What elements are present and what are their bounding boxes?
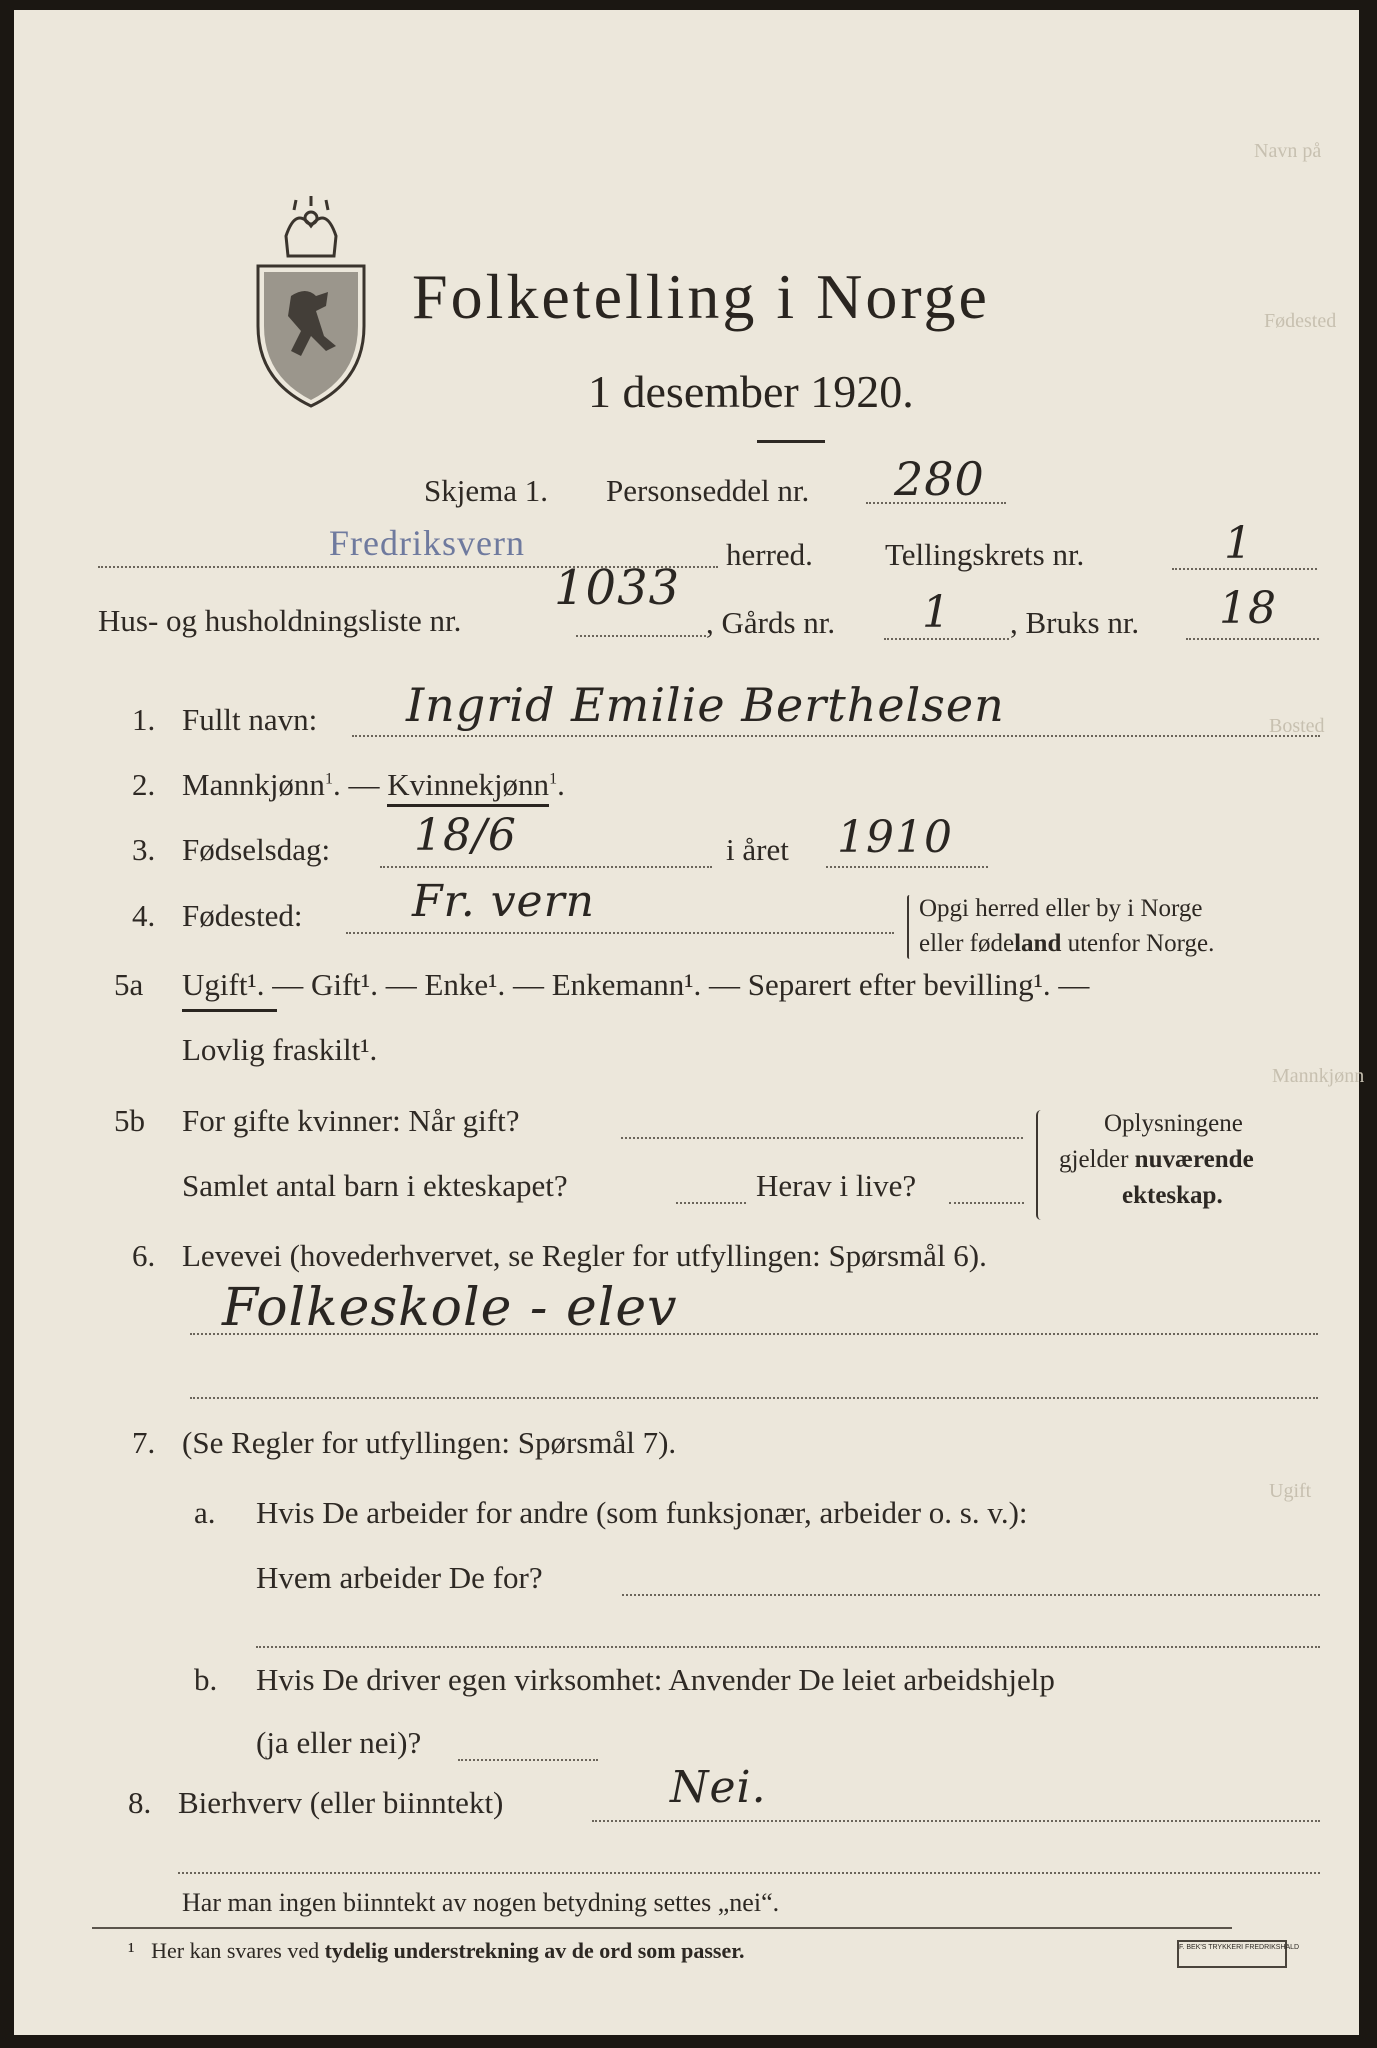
husholdning-label: Hus- og husholdningsliste nr. — [98, 603, 462, 638]
q1-number: 1. — [132, 702, 156, 737]
q8-number: 8. — [128, 1785, 152, 1820]
bleed-text: Navn på — [1254, 140, 1322, 162]
q5b-line-1-dots — [621, 1137, 1023, 1139]
footnote — [128, 1938, 745, 1964]
q2-male: Mannkjønn — [182, 767, 325, 802]
q5b-line-2b: Herav i live? — [756, 1168, 917, 1203]
q7-number: 7. — [132, 1425, 156, 1460]
q3-year-label: i året — [726, 832, 789, 867]
q6-line-2 — [190, 1397, 1318, 1399]
coat-of-arms-icon — [246, 196, 376, 411]
bleed-text: Ugift — [1269, 1480, 1312, 1502]
q7a-line-1: Hvis De arbeider for andre (som funksjonær, arbeider o. s. v.): — [256, 1495, 1028, 1530]
q6-number: 6. — [132, 1238, 156, 1273]
gards-label: , Gårds nr. — [706, 605, 836, 640]
page-title: Folketelling i Norge — [412, 261, 990, 332]
bruks-label: , Bruks nr. — [1010, 605, 1140, 640]
q8-value: Nei. — [670, 1762, 767, 1813]
q8-label: Bierhverv (eller biinntekt) — [178, 1785, 504, 1820]
q4-note-1: Opgi herred eller by i Norge — [919, 895, 1203, 922]
bruks-line — [1186, 638, 1319, 640]
q1-label: Fullt navn: — [182, 702, 318, 737]
q2-number: 2. — [132, 767, 156, 802]
bleed-text: Bosted — [1269, 715, 1325, 737]
q7-label: (Se Regler for utfyllingen: Spørsmål 7). — [182, 1425, 677, 1460]
bleed-text: Fødested — [1264, 310, 1337, 332]
q5b-line-2b-dots — [949, 1202, 1024, 1204]
q4-number: 4. — [132, 898, 156, 933]
q1-line — [352, 735, 1320, 737]
q4-label: Fødested: — [182, 898, 303, 933]
title-divider — [757, 440, 825, 443]
q6-line-1 — [190, 1333, 1318, 1335]
q7a-line-3-dots — [256, 1646, 1320, 1648]
personseddel-value: 280 — [894, 452, 985, 506]
herred-stamp: Fredriksvern — [329, 523, 525, 563]
q2-female: Kvinnekjønn — [387, 767, 549, 807]
tellingskrets-label: Tellingskrets nr. — [885, 537, 1085, 572]
q5b-note-2: gjelder nuværende — [1059, 1146, 1254, 1173]
footnote-text: Her kan svares ved — [151, 1938, 325, 1963]
q5a-line-2: Lovlig fraskilt¹. — [182, 1032, 378, 1067]
q5a-underline — [182, 1009, 277, 1012]
gards-value: 1 — [922, 587, 951, 638]
q2-end: . — [557, 767, 565, 802]
q2-separator: . — — [332, 767, 388, 802]
q5b-brace — [1036, 1110, 1046, 1220]
herred-label: herred. — [726, 537, 813, 572]
footer-note: Har man ingen biinntekt av nogen betydning settes „nei“. — [182, 1888, 780, 1917]
q7a-letter: a. — [194, 1495, 216, 1530]
husholdning-line — [576, 635, 706, 637]
q2-line: Mannkjønn$^1$. — Kvinnekjønn$^1$. — [182, 767, 565, 803]
gards-line — [884, 638, 1009, 640]
q5b-line-2a-dots — [676, 1202, 746, 1204]
census-date: 1 desember 1920. — [588, 366, 914, 417]
q4-line — [346, 932, 894, 934]
q3-label: Fødselsdag: — [182, 832, 331, 867]
q6-value: Folkeskole - elev — [222, 1278, 678, 1338]
q5b-number: 5b — [114, 1103, 145, 1138]
footnote-emphasis: tydelig understrekning av de ord som passer. — [324, 1938, 745, 1963]
footer-rule — [92, 1927, 1232, 1929]
q7b-line-2-dots — [458, 1759, 598, 1761]
tellingskrets-value: 1 — [1224, 518, 1253, 569]
q8-line-2 — [178, 1872, 1320, 1874]
q7a-line-2: Hvem arbeider De for? — [256, 1560, 543, 1595]
q5a-line-1: Ugift¹. — Gift¹. — Enke¹. — Enkemann¹. — Separert efter bevilling¹. — — [182, 967, 1090, 1002]
q6-label: Levevei (hovederhvervet, se Regler for utfyllingen: Spørsmål 6). — [182, 1238, 987, 1273]
q3-number: 3. — [132, 832, 156, 867]
q1-value: Ingrid Emilie Berthelsen — [406, 678, 1005, 732]
q7a-line-2-dots — [622, 1594, 1320, 1596]
bleed-text: Mannkjønn — [1272, 1065, 1365, 1087]
personseddel-label: Personseddel nr. — [606, 473, 810, 508]
q5b-note-3: ekteskap. — [1122, 1182, 1223, 1209]
q4-value: Fr. vern — [412, 876, 595, 927]
q3-year-line — [826, 866, 988, 868]
q7b-line-2: (ja eller nei)? — [256, 1725, 422, 1760]
q3-value: 18/6 — [414, 810, 517, 861]
q8-line-1 — [592, 1820, 1320, 1822]
census-form — [14, 10, 1365, 2035]
q5b-line-2a: Samlet antal barn i ekteskapet? — [182, 1168, 568, 1203]
q3-year-value: 1910 — [837, 812, 953, 863]
bruks-value: 18 — [1219, 583, 1277, 634]
q4-note-2: eller fødeland utenfor Norge. — [919, 930, 1215, 957]
skjema-label: Skjema 1. — [424, 473, 548, 508]
q7b-letter: b. — [194, 1662, 218, 1697]
q7b-line-1: Hvis De driver egen virksomhet: Anvender De leiet arbeidshjelp — [256, 1662, 1055, 1697]
q5b-note-1: Oplysningene — [1104, 1110, 1243, 1137]
footnote-number: ¹ — [128, 1938, 135, 1963]
printer-mark: F. BEK'S TRYKKERI FREDRIKSHALD — [1177, 1940, 1287, 1968]
q5b-line-1: For gifte kvinner: Når gift? — [182, 1103, 520, 1138]
q3-line — [380, 866, 712, 868]
q5a-number: 5a — [114, 967, 144, 1002]
husholdning-value: 1033 — [554, 560, 681, 616]
q4-brace — [907, 895, 912, 959]
